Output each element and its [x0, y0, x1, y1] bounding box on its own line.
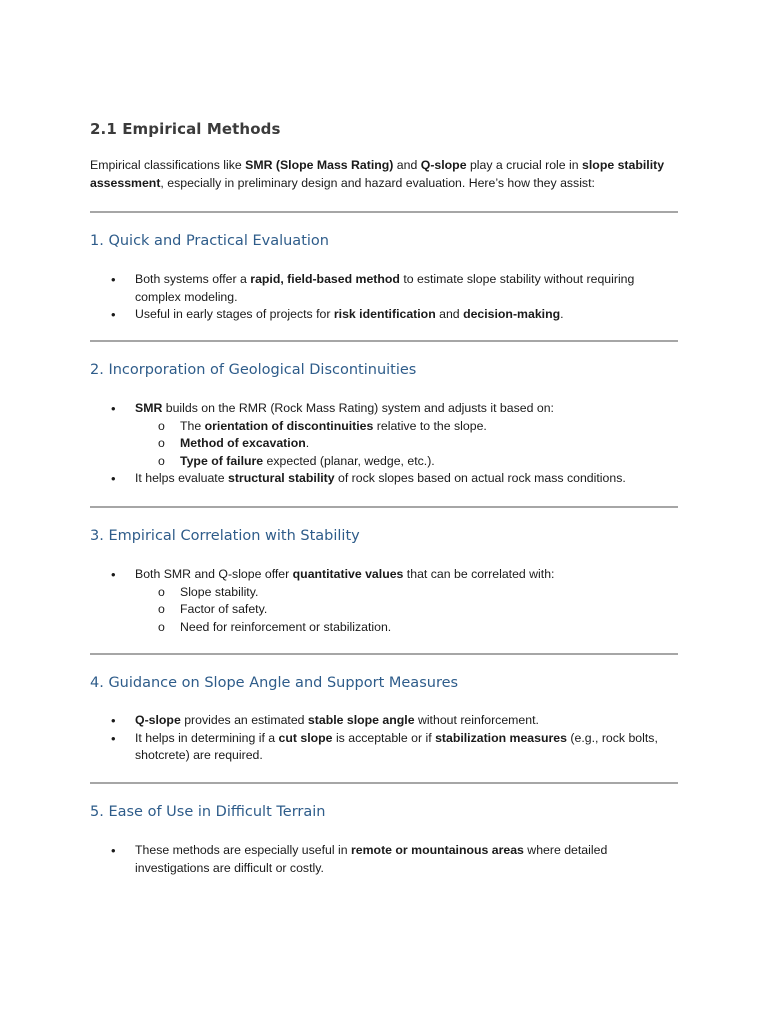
- sub-list: [135, 584, 678, 637]
- bold-text: stabilization measures: [435, 730, 567, 745]
- text-run: that can be correlated with:: [403, 567, 555, 581]
- bullet-item: [90, 566, 678, 636]
- page-title: 2.1 Empirical Methods: [90, 120, 281, 138]
- bullet-item: [90, 271, 678, 306]
- divider: [90, 340, 678, 342]
- bullet-item: [90, 842, 678, 877]
- section-1-list: [90, 271, 678, 324]
- section-heading-3: 3. Empirical Correlation with Stability: [90, 528, 360, 544]
- text-run: play a crucial role in: [466, 158, 583, 172]
- bold-text: stable slope angle: [307, 713, 415, 727]
- bold-text: Q-slope: [420, 158, 467, 172]
- bold-text: slope stability assessment: [90, 158, 665, 190]
- bold-text: rapid, field-based method: [250, 272, 400, 286]
- text-run: of rock slopes based on actual rock mass conditions.: [334, 471, 626, 485]
- text-run: (e.g., rock bolts, shotcrete) are required.: [135, 730, 658, 762]
- text-run: builds on the RMR (Rock Mass Rating) system and adjusts it based on:: [162, 401, 554, 415]
- bullet-item: [90, 400, 678, 470]
- sub-bullet-item: [135, 418, 678, 436]
- text-run: Empirical classifications like: [90, 158, 246, 172]
- section-heading-5: 5. Ease of Use in Difficult Terrain: [90, 804, 326, 820]
- text-run: expected (planar, wedge, etc.).: [263, 453, 435, 468]
- text-run: where detailed investigations are difficult or costly.: [135, 843, 608, 875]
- text-run: .: [305, 436, 310, 450]
- divider: [90, 506, 678, 508]
- bullet-item: [90, 730, 678, 765]
- bold-text: risk identification: [333, 307, 436, 321]
- text-run: relative to the slope.: [373, 418, 487, 433]
- text-run: , especially in preliminary design and hazard evaluation. Here’s how they assist:: [160, 176, 595, 190]
- sub-bullet-item: [135, 619, 678, 637]
- text-run: to estimate slope stability without requiring complex modeling.: [135, 272, 635, 304]
- bullet-item: [90, 306, 678, 324]
- bold-text: Q-slope: [135, 713, 181, 727]
- text-run: and: [435, 307, 464, 321]
- text-run: It helps in determining if a: [135, 730, 279, 745]
- sub-list: [135, 418, 678, 471]
- sub-bullet-item: [135, 435, 678, 453]
- sub-bullet-item: [135, 584, 678, 602]
- section-heading-2: 2. Incorporation of Geological Discontinuities: [90, 362, 417, 378]
- section-heading-4: 4. Guidance on Slope Angle and Support Measures: [90, 675, 459, 691]
- bold-text: decision-making: [463, 307, 561, 321]
- text-run: It helps evaluate: [135, 471, 228, 485]
- text-run: Slope stability.: [180, 584, 259, 599]
- sub-bullet-item: [135, 601, 678, 619]
- divider: [90, 653, 678, 655]
- text-run: without reinforcement.: [414, 713, 539, 727]
- bold-text: cut slope: [278, 730, 333, 745]
- text-run: The: [180, 418, 205, 433]
- bold-text: remote or mountainous areas: [351, 843, 524, 857]
- bold-text: quantitative values: [292, 567, 404, 581]
- text-run: provides an estimated: [180, 713, 308, 727]
- text-run: Factor of safety.: [180, 602, 268, 616]
- text-run: Both SMR and Q-slope offer: [135, 567, 293, 581]
- bold-text: SMR: [135, 401, 163, 415]
- intro-paragraph: [90, 156, 678, 192]
- text-run: Need for reinforcement or stabilization.: [180, 619, 392, 634]
- section-5-list: [90, 842, 678, 877]
- bold-text: orientation of discontinuities: [204, 418, 374, 433]
- divider: [90, 211, 678, 213]
- section-2-list: [90, 400, 678, 488]
- bullet-item: [90, 712, 678, 730]
- bold-text: SMR (Slope Mass Rating): [245, 158, 394, 172]
- text-run: Both systems offer a: [135, 272, 251, 286]
- bold-text: structural stability: [227, 471, 335, 485]
- section-4-list: [90, 712, 678, 765]
- bullet-item: [90, 470, 678, 488]
- divider: [90, 782, 678, 784]
- bold-text: Method of excavation: [180, 436, 306, 450]
- sub-bullet-item: [135, 453, 678, 471]
- bold-text: Type of failure: [180, 453, 264, 468]
- text-run: .: [560, 307, 564, 321]
- section-heading-1: 1. Quick and Practical Evaluation: [90, 233, 329, 249]
- text-run: These methods are especially useful in: [135, 843, 351, 857]
- text-run: and: [393, 158, 421, 172]
- text-run: Useful in early stages of projects for: [135, 307, 334, 321]
- text-run: is acceptable or if: [332, 730, 436, 745]
- section-3-list: [90, 566, 678, 636]
